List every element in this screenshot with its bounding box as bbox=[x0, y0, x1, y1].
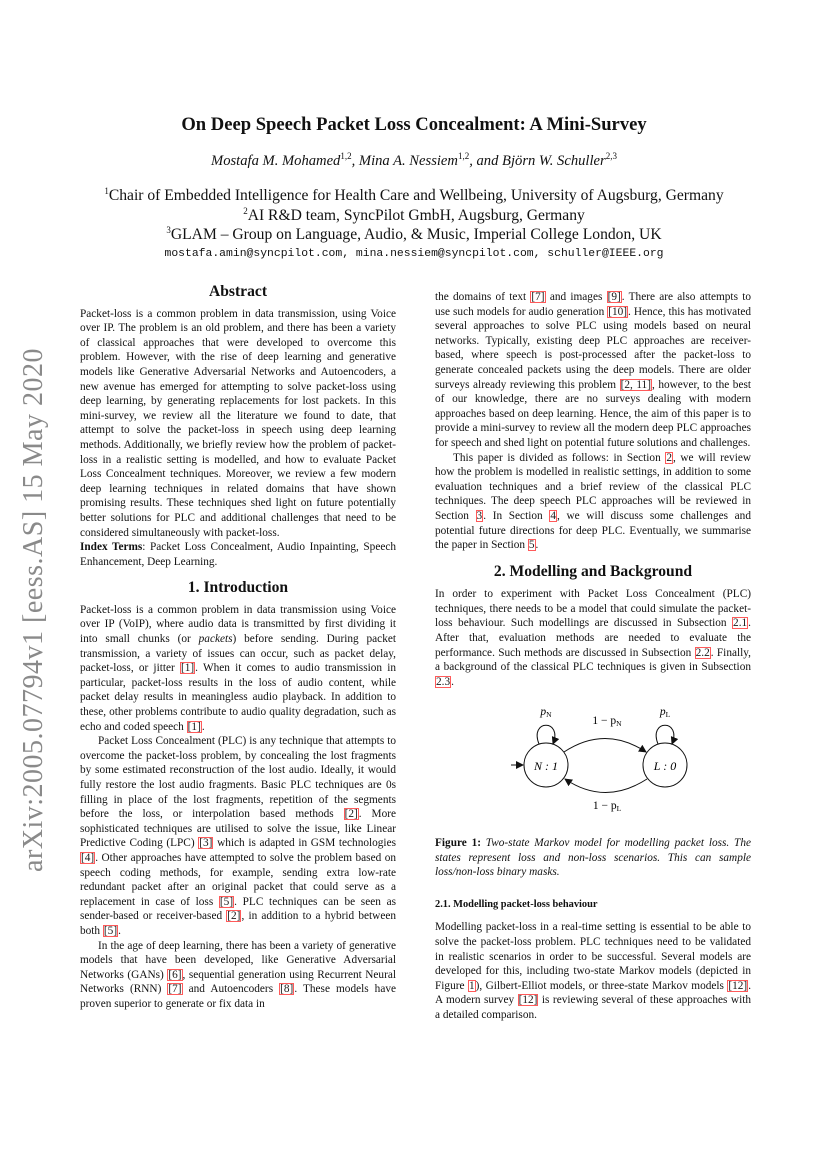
citation-link[interactable]: [12] bbox=[728, 979, 748, 992]
intro-paragraph-3-continued bbox=[435, 290, 751, 451]
text-run: . There are also attempts to use such models for audio generation bbox=[435, 291, 751, 318]
loop-l-prob: pL bbox=[659, 706, 671, 720]
citation-link[interactable]: [6] bbox=[168, 968, 182, 981]
text-run: the domains of text bbox=[435, 291, 531, 303]
self-loop-n bbox=[537, 726, 555, 745]
text-run: . PLC techniques can be seen as sender-based or receiver-based bbox=[80, 895, 396, 923]
text-run: In order to experiment with Packet Loss Concealment (PLC) techniques, there needs to be a model that could simulate the packet-loss behaviour. Such modellings are discussed in Subsection bbox=[435, 588, 751, 630]
text-run: . bbox=[118, 924, 121, 937]
text-run: ), Gilbert-Elliot models, or three-state Markov models bbox=[475, 979, 728, 992]
text-run: In the age of deep learning, there has been a variety of generative models that have been developed, like Generative Adversarial Networks (GANs) bbox=[80, 939, 396, 981]
subsection-2-1-paragraph bbox=[435, 920, 751, 1022]
text-run: . bbox=[201, 720, 205, 733]
citation-link[interactable]: [10] bbox=[608, 305, 628, 318]
edge-n-to-l bbox=[564, 739, 646, 753]
loop-n-prob: pN bbox=[540, 706, 552, 720]
text-run: . bbox=[535, 539, 539, 552]
arxiv-identifier: arXiv:2005.07794v1 [eess.AS] 15 May 2020 bbox=[18, 347, 49, 872]
author-affiliation-marker: 2,3 bbox=[605, 151, 617, 161]
affiliation-2: $^2$AI R&D team, SyncPilot GmbH, Augsburg, Germany bbox=[243, 206, 585, 225]
self-loop-l bbox=[656, 726, 674, 745]
text-run: This paper is divided as follows: in Section bbox=[453, 451, 666, 464]
text-run: . bbox=[451, 675, 454, 688]
citation-link[interactable]: 2 bbox=[666, 451, 672, 464]
edge-n-to-l-prob: 1 − pN bbox=[592, 715, 622, 729]
edge-l-to-n-prob: 1 − pL bbox=[592, 800, 622, 814]
author-name: Mina A. Nessiem bbox=[358, 152, 458, 169]
text-run: ) before sending. During packet transmission, a variety of issues can occur, such as packet delay, packet-loss, or jitter bbox=[80, 633, 396, 675]
affiliation-3: $^3$GLAM – Group on Language, Audio, & Music, Imperial College London, UK bbox=[166, 225, 662, 244]
state-n-label: N : 1 bbox=[534, 759, 558, 774]
text-run: . After that, evaluation methods are needed to evaluate the performance. Such methods are discussed in Subsection bbox=[435, 617, 751, 659]
index-terms: Index Terms: Packet Loss Concealment, Audio Inpainting, Speech Enhancement, Deep Learning. bbox=[80, 541, 397, 568]
text-run: . In Section bbox=[483, 509, 550, 522]
text-run: . Hence, this has motivated several approaches to solve PLC using models based on neural networks. Typically, existing deep PLC approaches are receiver-based, where speech is post-processed after the packet-loss to generate concealed packets using the deep models. There are older surveys already reviewing this problem bbox=[435, 305, 751, 391]
subsection-2-1-heading: 2.1. Modelling packet-loss behaviour bbox=[435, 898, 598, 910]
citation-link[interactable]: 2.2 bbox=[695, 646, 710, 659]
text-run: which is adapted in GSM technologies bbox=[213, 837, 396, 850]
author-list bbox=[0, 151, 828, 170]
author-affiliation-marker: 1,2 bbox=[340, 151, 352, 161]
figure-1 bbox=[435, 703, 751, 818]
markov-diagram bbox=[435, 703, 751, 813]
citation-link[interactable]: [7] bbox=[531, 291, 545, 303]
author-emails: mostafa.amin@syncpilot.com, mina.nessiem@syncpilot.com, schuller@IEEE.org bbox=[164, 248, 664, 260]
text-run: Modelling packet-loss in a real-time setting is essential to be able to solve the packet-loss problem. PLC techniques need to be validated in realistic scenarios in order to be successful. Several models are developed for this, including two-state Markov models (depicted in Figure bbox=[435, 921, 751, 992]
text-run: , we will discuss some challenges and potential future directions for deep PLC. Eventually, we summarise the paper in Section bbox=[435, 509, 751, 552]
citation-link[interactable]: 3 bbox=[476, 509, 483, 522]
text-run: , we will review how the problem is modelled in realistic settings, in addition to some evaluation techniques and a brief review of the classical PLC techniques. The deep speech PLC approaches will be reviewed in Section bbox=[435, 451, 752, 522]
citation-link[interactable]: [9] bbox=[607, 291, 621, 303]
citation-link[interactable]: [5] bbox=[219, 895, 234, 908]
abstract-heading: Abstract bbox=[208, 283, 268, 300]
citation-link[interactable]: [7] bbox=[168, 983, 182, 996]
text-run: . Finally, a background of the classical PLC techniques is given in Subsection bbox=[435, 646, 751, 674]
edge-l-to-n bbox=[565, 779, 647, 793]
intro-paragraph-2 bbox=[80, 734, 396, 938]
text-run: . When it comes to audio transmission in particular, packet-loss results in the loss of audio content, while packet delay results in meaningless audio playback. In addition to these, other problems contribute to audio quality degradation, such as echo and coded speech bbox=[80, 662, 397, 733]
text-run: , in addition to a hybrid between both bbox=[80, 910, 396, 937]
text-run: , sequential generation using Recurrent Neural Networks (RNN) bbox=[80, 968, 396, 996]
text-run: . Other approaches have attempted to solve the problem based on speech coding methods, for example, sending extra low-rate redundant packet after an original packet that could serve as a replacement in case of loss bbox=[80, 851, 396, 908]
citation-link[interactable]: 2.3 bbox=[436, 675, 451, 688]
citation-link[interactable]: [2] bbox=[344, 808, 358, 821]
author-separator: , and bbox=[469, 152, 503, 169]
intro-paragraph-1 bbox=[80, 603, 396, 734]
section-2-heading: 2. Modelling and Background bbox=[493, 562, 693, 580]
citation-link[interactable]: 4 bbox=[550, 509, 556, 522]
emphasis-text: packets bbox=[198, 633, 233, 646]
citation-link[interactable]: [5] bbox=[103, 924, 118, 937]
text-run: and images bbox=[545, 291, 607, 303]
citation-link[interactable]: [3] bbox=[199, 837, 213, 850]
right-column bbox=[435, 290, 751, 1023]
modelling-intro-paragraph bbox=[435, 587, 751, 689]
text-run: . A modern survey bbox=[435, 979, 752, 1007]
author-separator: , bbox=[351, 152, 359, 169]
section-1-heading: 1. Introduction bbox=[187, 579, 289, 597]
citation-link[interactable]: 5 bbox=[528, 539, 535, 552]
citation-link[interactable]: [2] bbox=[227, 910, 241, 923]
author-name: Mostafa M. Mohamed bbox=[211, 152, 341, 169]
abstract-text: Packet-loss is a common problem in data transmission, using Voice over IP. The problem is an old problem, and there has been a variety of classical approaches that were developed to overcome this problem. However, with the rise of deep learning and generative models like Generative Adversarial Networks and Autoencoders, a new avenue has emerged for attempting to solve packet-loss using deep learning, by generating replacements for lost packets. In this mini-survey, we review all the literature we found to date, that attempt to solve the packet-loss in speech using deep learning methods. Additionally, we briefly review how the problem of packet-loss in a realistic setting is modelled, and how to evaluate Packet Loss Concealment techniques. Moreover, we review a few modern deep learning techniques in related domains that have shown promising results. These techniques shed light on future potentially better solutions for PLC and additional challenges that need to be considered simultaneously with packet-loss. bbox=[80, 307, 396, 539]
text-run: , however, to the best of our knowledge, there are no surveys dealing with modern approaches based on deep learning. Hence, the aim of this paper is to provide a mini-survey to review all the modern deep PLC approaches for speech and shed light on potential future solutions and challenges. bbox=[435, 378, 751, 449]
citation-link[interactable]: [8] bbox=[280, 983, 294, 996]
text-run: . These models have proven superior to generate or fix data in bbox=[80, 983, 397, 1010]
citation-link[interactable]: [1] bbox=[180, 662, 195, 675]
state-l-label: L : 0 bbox=[653, 759, 677, 774]
author-name: Björn W. Schuller bbox=[502, 152, 606, 169]
citation-link[interactable]: [1] bbox=[187, 720, 201, 733]
left-column bbox=[80, 285, 396, 1012]
figure-1-caption: Figure 1: Two-state Markov model for modelling packet loss. The states represent loss and non-loss scenarios. This can sample loss/non-loss binary masks. bbox=[435, 837, 751, 879]
citation-link[interactable]: [12] bbox=[518, 994, 538, 1007]
citation-link[interactable]: [4] bbox=[81, 851, 95, 864]
text-run: Packet-loss is a common problem in data transmission using Voice over IP (VoIP), where audio data is transmitted by first dividing it into small chunks (or bbox=[80, 603, 396, 646]
citation-link[interactable]: [2, 11] bbox=[620, 378, 651, 391]
text-run: . More sophisticated techniques are utilised to solve the issue, like Linear Predictive Coding (LPC) bbox=[80, 808, 396, 850]
citation-link[interactable]: 2.1 bbox=[733, 617, 748, 630]
text-run: Packet Loss Concealment (PLC) is any technique that attempts to overcome the packet-loss problem, by concealing the lost fragments by some estimated reconstruction of the lost audio. Ideally, it would fully restore the lost audio fragments. Basic PLC techniques are 0s filling in place of the lost fragments, repetition of the segments before the loss, or interpolation based methods bbox=[80, 735, 396, 821]
intro-paragraph-3 bbox=[80, 939, 396, 1012]
paper-title: On Deep Speech Packet Loss Concealment: A Mini-Survey bbox=[181, 114, 647, 135]
affiliation-1: $^1$Chair of Embedded Intelligence for Health Care and Wellbeing, University of Augsburg, Germany bbox=[104, 186, 724, 205]
text-run: is reviewing several of these approaches with a detailed comparison. bbox=[435, 994, 751, 1021]
author-affiliation-marker: 1,2 bbox=[457, 151, 470, 161]
citation-link[interactable]: 1 bbox=[468, 979, 475, 992]
intro-paragraph-4 bbox=[435, 451, 751, 553]
text-run: and Autoencoders bbox=[182, 983, 280, 996]
